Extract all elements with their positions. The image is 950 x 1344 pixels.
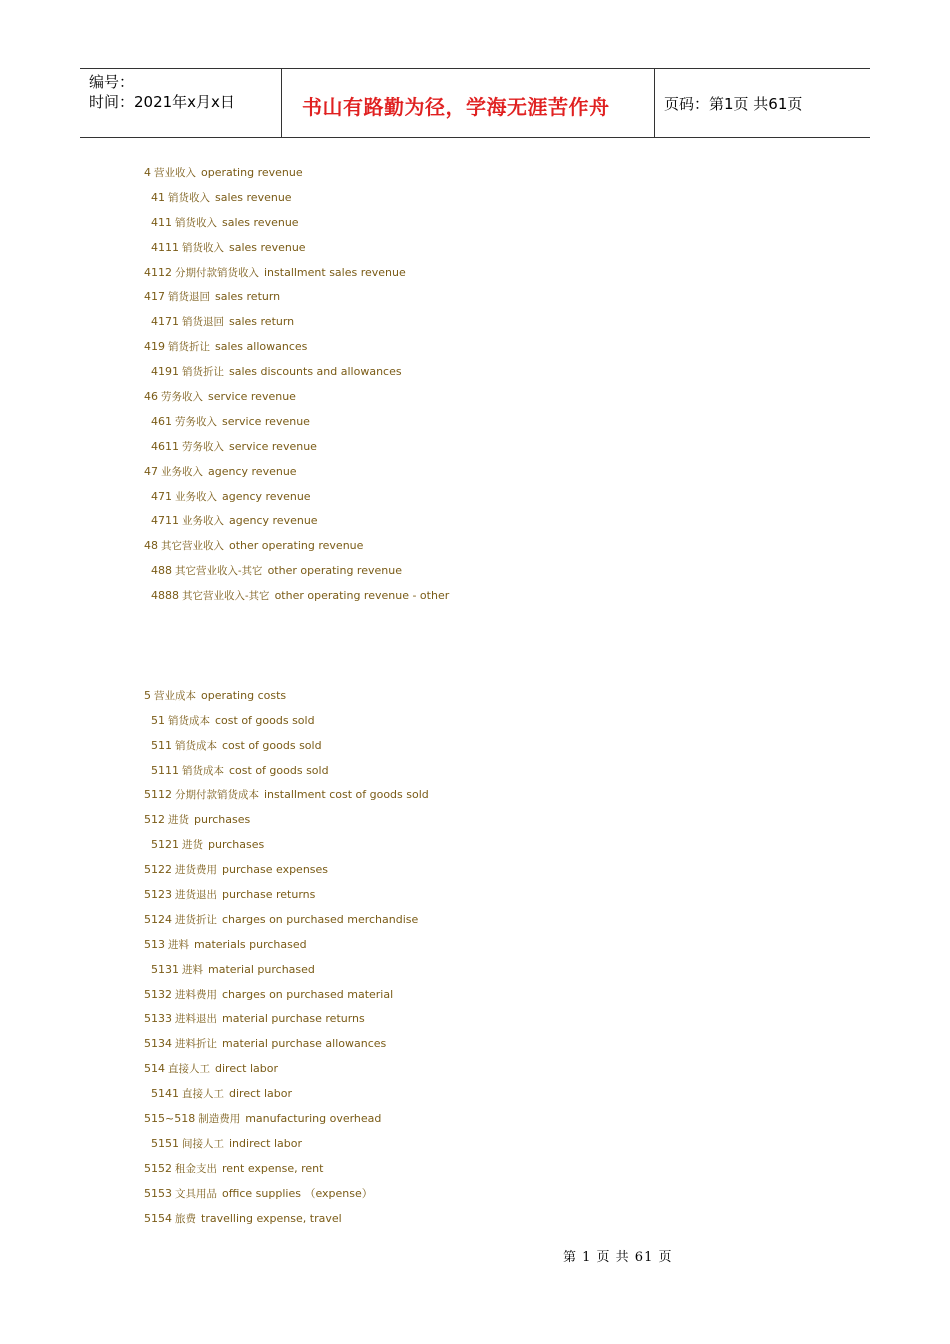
page-footer: 第 1 页 共 61 页: [563, 1250, 673, 1265]
account-entry: [144, 261, 449, 286]
account-name-en: cost of goods sold: [229, 763, 329, 777]
account-name-en: travelling expense, travel: [201, 1211, 342, 1225]
account-entry: [144, 833, 449, 858]
header-meta-cell: [80, 69, 282, 137]
account-name-en: other operating revenue: [229, 539, 364, 553]
account-entry: [144, 460, 449, 485]
account-name-en: operating costs: [201, 688, 287, 702]
account-name-zh: 销货退回: [168, 291, 210, 304]
account-name-zh: 进货: [168, 814, 189, 827]
account-entry: [144, 684, 449, 709]
account-name-zh: 分期付款销货成本: [175, 789, 259, 802]
account-code: 512: [144, 813, 165, 827]
account-name-zh: 销货成本: [182, 764, 224, 777]
account-name-zh: 销货折让: [168, 341, 210, 354]
account-code: 4711: [151, 514, 179, 528]
account-name-zh: 直接人工: [182, 1088, 224, 1101]
account-name-en: materials purchased: [194, 937, 307, 951]
account-entry: [144, 983, 449, 1008]
account-entry: [144, 360, 449, 385]
account-entry: [144, 1107, 449, 1132]
account-name-en: installment cost of goods sold: [264, 788, 429, 802]
account-code: 5123: [144, 887, 172, 901]
account-name-en: purchases: [208, 838, 265, 852]
account-name-zh: 进料费用: [175, 988, 217, 1001]
account-code: 5132: [144, 987, 172, 1001]
account-code: 514: [144, 1062, 165, 1076]
account-name-en: sales revenue: [215, 190, 292, 204]
account-name-en: material purchase returns: [222, 1012, 365, 1026]
account-code: 417: [144, 290, 165, 304]
account-entry: [144, 485, 449, 510]
account-code: 5151: [151, 1136, 179, 1150]
account-entry: [144, 211, 449, 236]
account-code: 4111: [151, 240, 179, 254]
account-name-zh: 制造费用: [198, 1112, 241, 1125]
account-name-en: sales return: [229, 315, 295, 329]
document-number-label: 编号：: [89, 73, 135, 91]
account-code: 5141: [151, 1087, 179, 1101]
account-name-en: cost of goods sold: [222, 738, 322, 752]
account-entry: [144, 1207, 449, 1232]
header-page-info: 页码：第1页 共61页: [664, 95, 803, 113]
account-name-en: rent expense, rent: [222, 1161, 324, 1175]
account-name-en: material purchase allowances: [222, 1037, 387, 1051]
account-entry: [144, 1132, 449, 1157]
account-name-en: installment sales revenue: [264, 265, 406, 279]
account-entry: [144, 1082, 449, 1107]
account-code: 47: [144, 464, 158, 478]
account-code: 419: [144, 340, 165, 354]
account-entry: [144, 410, 449, 435]
account-name-en: office supplies （expense）: [222, 1186, 373, 1200]
account-entry: [144, 534, 449, 559]
account-name-zh: 进货退出: [175, 888, 217, 901]
account-code: 5152: [144, 1161, 172, 1175]
account-name-zh: 进料折让: [175, 1038, 217, 1051]
account-name-en: charges on purchased merchandise: [222, 912, 419, 926]
account-name-zh: 销货退回: [182, 316, 224, 329]
account-name-en: service revenue: [229, 439, 317, 453]
account-code: 5134: [144, 1037, 172, 1051]
account-name-en: agency revenue: [208, 464, 297, 478]
account-entry: [144, 858, 449, 883]
account-entry: [144, 958, 449, 983]
account-code: 4611: [151, 439, 179, 453]
account-name-en: cost of goods sold: [215, 713, 315, 727]
account-name-en: operating revenue: [201, 166, 303, 179]
account-code: 5124: [144, 912, 172, 926]
account-name-zh: 旅费: [175, 1212, 196, 1225]
account-code: 5: [144, 688, 151, 702]
account-code: 5112: [144, 788, 172, 802]
account-name-zh: 直接人工: [168, 1063, 210, 1076]
account-code: 511: [151, 738, 172, 752]
account-code: 5154: [144, 1211, 172, 1225]
account-name-en: agency revenue: [222, 489, 311, 503]
account-name-en: manufacturing overhead: [245, 1111, 382, 1125]
account-code: 5131: [151, 962, 179, 976]
account-code: 4171: [151, 315, 179, 329]
account-name-zh: 销货成本: [168, 714, 210, 727]
account-name-en: sales allowances: [215, 340, 308, 354]
account-entry: [144, 908, 449, 933]
account-code: 5133: [144, 1012, 172, 1026]
account-entry: [144, 1007, 449, 1032]
account-name-zh: 劳务收入: [182, 440, 224, 453]
account-entry: [144, 161, 449, 186]
account-name-zh: 进料: [168, 938, 189, 951]
account-code: 46: [144, 390, 158, 404]
account-entry: [144, 285, 449, 310]
account-name-zh: 间接人工: [182, 1137, 224, 1150]
account-entry: [144, 933, 449, 958]
account-name-zh: 其它营业收入-其它: [175, 565, 263, 578]
account-name-en: service revenue: [222, 414, 310, 428]
account-name-en: purchase expenses: [222, 863, 329, 877]
account-name-en: indirect labor: [229, 1136, 303, 1150]
account-name-zh: 劳务收入: [161, 391, 203, 404]
account-name-en: sales revenue: [229, 240, 306, 254]
account-name-en: service revenue: [208, 390, 296, 404]
account-name-zh: 进货费用: [175, 864, 217, 877]
account-name-zh: 其它营业收入-其它: [182, 590, 270, 603]
account-name-en: purchases: [194, 813, 251, 827]
account-code: 513: [144, 937, 165, 951]
account-name-en: direct labor: [215, 1062, 278, 1076]
account-entry: [144, 1182, 449, 1207]
account-code: 5111: [151, 763, 179, 777]
account-name-en: direct labor: [229, 1087, 292, 1101]
account-entry: [144, 1057, 449, 1082]
account-code: 4191: [151, 365, 179, 379]
account-entry: [144, 734, 449, 759]
account-entry: [144, 335, 449, 360]
account-entry: [144, 236, 449, 261]
document-time-label: 时间：2021年x月x日: [89, 93, 235, 111]
account-code: 48: [144, 539, 158, 553]
account-name-zh: 分期付款销货收入: [175, 266, 259, 279]
account-name-zh: 进料退出: [175, 1013, 217, 1026]
account-code: 471: [151, 489, 172, 503]
account-name-zh: 文具用品: [175, 1187, 217, 1200]
account-code: 5153: [144, 1186, 172, 1200]
account-entry: [144, 808, 449, 833]
account-entry: [144, 509, 449, 534]
account-name-en: material purchased: [208, 962, 315, 976]
account-code: 4888: [151, 589, 179, 603]
account-entry: [144, 385, 449, 410]
account-name-zh: 销货收入: [182, 241, 224, 254]
header-page-cell: [655, 69, 870, 137]
account-name-zh: 劳务收入: [175, 415, 217, 428]
header-motto: 书山有路勤为径，学海无涯苦作舟: [302, 95, 610, 119]
account-name-zh: 销货折让: [182, 366, 224, 379]
account-code: 41: [151, 190, 165, 204]
account-name-zh: 业务收入: [175, 490, 217, 503]
account-entry: [144, 1157, 449, 1182]
account-name-zh: 销货收入: [175, 216, 217, 229]
account-entry: [144, 883, 449, 908]
account-name-en: other operating revenue: [267, 564, 402, 578]
account-name-zh: 进料: [182, 963, 203, 976]
header-motto-cell: [282, 69, 655, 137]
account-entry: [144, 783, 449, 808]
account-code: 51: [151, 713, 165, 727]
account-code: 411: [151, 215, 172, 229]
account-name-en: sales return: [215, 290, 281, 304]
account-entry: [144, 1032, 449, 1057]
account-name-zh: 进货折让: [175, 913, 217, 926]
account-name-zh: 进货: [182, 839, 203, 852]
page-header: [80, 68, 870, 138]
account-name-zh: 销货收入: [168, 191, 210, 204]
account-name-en: purchase returns: [222, 887, 316, 901]
account-code: 5121: [151, 838, 179, 852]
account-name-zh: 其它营业收入: [161, 540, 224, 553]
account-name-zh: 营业成本: [154, 689, 196, 702]
account-code: 461: [151, 414, 172, 428]
account-name-en: sales discounts and allowances: [229, 365, 402, 379]
account-entry: [144, 559, 449, 584]
account-name-zh: 营业收入: [154, 167, 196, 179]
account-code: 515~518: [144, 1111, 196, 1125]
account-name-en: agency revenue: [229, 514, 318, 528]
account-entry: [144, 310, 449, 335]
account-entry: [144, 759, 449, 784]
account-code: 488: [151, 564, 172, 578]
account-entry: [144, 435, 449, 460]
account-name-en: charges on purchased material: [222, 987, 394, 1001]
account-name-en: sales revenue: [222, 215, 299, 229]
account-list: [144, 161, 449, 1231]
account-code: 4: [144, 166, 151, 179]
account-entry: [144, 186, 449, 211]
account-name-zh: 销货成本: [175, 739, 217, 752]
account-name-zh: 业务收入: [161, 465, 203, 478]
account-name-en: other operating revenue - other: [274, 589, 450, 603]
account-name-zh: 业务收入: [182, 515, 224, 528]
account-entry: [144, 709, 449, 734]
account-code: 4112: [144, 265, 172, 279]
account-name-zh: 租金支出: [175, 1162, 217, 1175]
account-entry: [144, 584, 449, 609]
account-code: 5122: [144, 863, 172, 877]
